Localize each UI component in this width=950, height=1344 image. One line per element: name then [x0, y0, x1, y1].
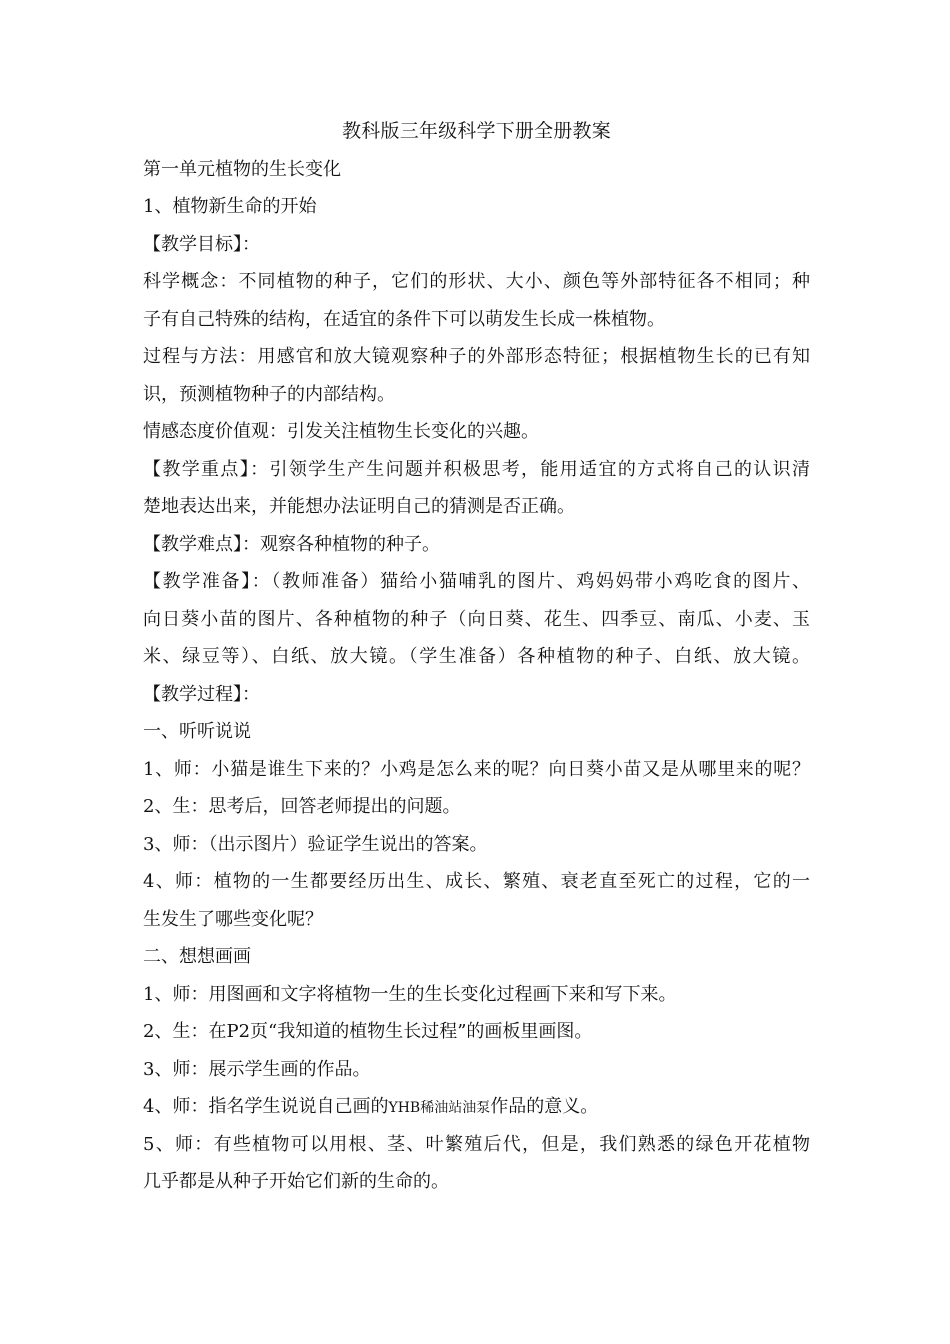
section2-item-4-start: 4、师：指名学生说说自己画的	[143, 1096, 389, 1117]
key-point-line-1: 【教学重点】：引领学生产生问题并积极思考，能用适宜的方式将自己的认识清	[143, 458, 810, 480]
section2-item-4	[143, 1088, 810, 1126]
preparation-line-1: 【教学准备】：（教师准备）猫给小猫哺乳的图片、鸡妈妈带小鸡吃食的图片、	[143, 571, 810, 592]
concept-line-2: 子有自己特殊的结构，在适宜的条件下可以萌发生长成一株植物。	[143, 308, 665, 330]
lesson-heading: 1、植物新生命的开始	[143, 196, 317, 217]
section2-item-5-line-1: 5、师：有些植物可以用根、茎、叶繁殖后代，但是，我们熟悉的绿色开花植物	[143, 1133, 810, 1155]
process-heading: 【教学过程】：	[143, 683, 260, 705]
section2-item-4-end: 作品的意义。	[490, 1096, 599, 1117]
section2-item-2: 2、生：在P2页“我知道的植物生长过程”的画板里画图。	[143, 1021, 593, 1042]
section2-item-1: 1、师：用图画和文字将植物一生的生长变化过程画下来和写下来。	[143, 983, 677, 1005]
section1-item-3: 3、师：（出示图片）验证学生说出的答案。	[143, 833, 488, 855]
preparation-line-3: 米、绿豆等）、白纸、放大镜。（学生准备）各种植物的种子、白纸、放大镜。	[143, 646, 810, 667]
section2-item-3: 3、师：展示学生画的作品。	[143, 1058, 371, 1080]
section1-item-4-line-2: 生发生了哪些变化呢？	[143, 908, 323, 930]
document-body	[143, 113, 810, 1201]
concept-line-1: 科学概念：不同植物的种子，它们的形状、大小、颜色等外部特征各不相同；种	[143, 271, 810, 292]
key-point-line-2: 楚地表达出来，并能想办法证明自己的猜测是否正确。	[143, 496, 575, 517]
preparation-line-2: 向日葵小苗的图片、各种植物的种子（向日葵、花生、四季豆、南瓜、小麦、玉	[143, 608, 810, 630]
section-heading-1: 一、听听说说	[143, 721, 251, 742]
section1-item-2: 2、生：思考后，回答老师提出的问题。	[143, 796, 461, 817]
document-title: 教科版三年级科学下册全册教案	[342, 120, 611, 142]
section2-item-4-inline-note: YHB稀油站油泵	[388, 1100, 491, 1116]
section2-item-5-line-2: 几乎都是从种子开始它们新的生命的。	[143, 1171, 449, 1192]
section1-item-1: 1、师：小猫是谁生下来的？小鸡是怎么来的呢？向日葵小苗又是从哪里来的呢？	[143, 758, 810, 780]
goals-heading: 【教学目标】：	[143, 233, 260, 255]
process-line-2: 识，预测植物种子的内部结构。	[143, 383, 395, 405]
section1-item-4-line-1: 4、师：植物的一生都要经历出生、成长、繁殖、衰老直至死亡的过程，它的一	[143, 871, 810, 892]
attitude-line: 情感态度价值观：引发关注植物生长变化的兴趣。	[143, 421, 539, 442]
difficulty-line: 【教学难点】：观察各种植物的种子。	[143, 533, 440, 555]
section-heading-2: 二、想想画画	[143, 946, 251, 967]
unit-heading: 第一单元植物的生长变化	[143, 158, 341, 180]
process-line-1: 过程与方法：用感官和放大镜观察种子的外部形态特征；根据植物生长的已有知	[143, 346, 810, 367]
